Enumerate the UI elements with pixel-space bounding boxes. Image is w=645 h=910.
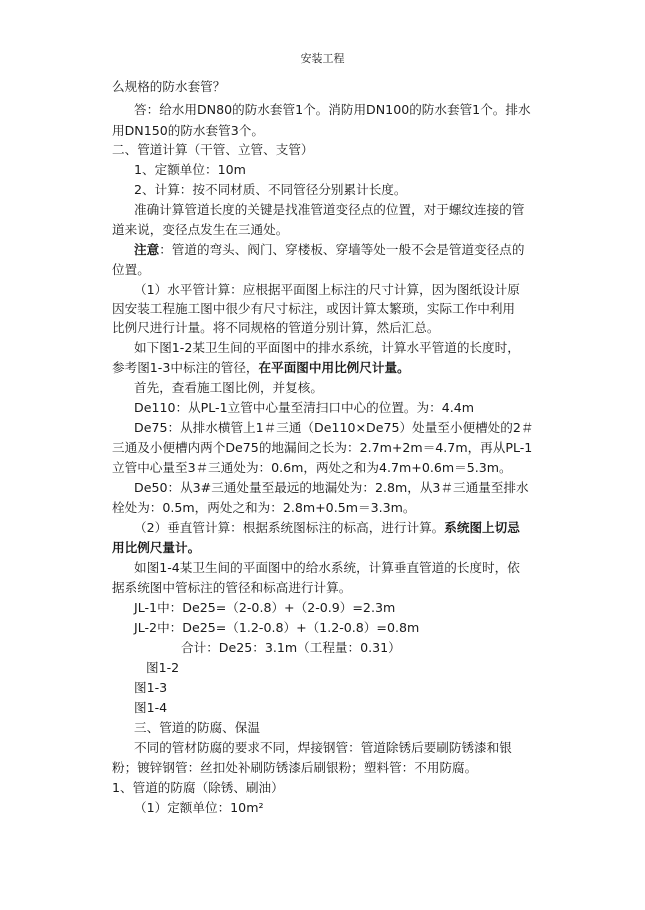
text-line: [112, 459, 512, 477]
text-line: [134, 161, 246, 179]
text-run: （2）垂直管计算：根据系统图标注的标高，进行计算。: [134, 520, 445, 535]
text-line: [134, 679, 167, 697]
text-line: [181, 639, 401, 657]
text-run: 如图1-4某卫生间的平面图中的给水系统，计算垂直管道的长度时，依: [134, 560, 520, 575]
text-line: [134, 339, 520, 357]
text-line: [134, 599, 395, 617]
bold-text: 注意: [134, 242, 160, 257]
bold-text: 用比例尺量计。: [112, 540, 201, 555]
text-line: [134, 181, 406, 199]
text-run: 合计：De25：3.1m（工程量：0.31）: [181, 640, 401, 655]
text-line: [112, 539, 200, 557]
text-run: 因安装工程施工图中很少有尺寸标注，或因计算太繁琐，实际工作中利用: [112, 301, 515, 316]
text-run: （1）水平管计算：应根据平面图上标注的尺寸计算，因为图纸设计原: [134, 282, 520, 297]
text-run: 三、管道的防腐、保温: [134, 720, 260, 735]
text-run: JL-1中：De25=（2-0.8）+（2-0.9）=2.3m: [134, 600, 396, 615]
text-run: 不同的管材防腐的要求不同，焊接钢管：管道除锈后要刷防锈漆和银: [134, 740, 512, 755]
text-line: [112, 319, 439, 337]
text-run: 么规格的防水套管？: [112, 79, 226, 94]
text-line: [112, 122, 264, 140]
text-run: 答：给水用DN80的防水套管1个。消防用DN100的防水套管1个。排水: [134, 102, 531, 117]
text-run: 1、定额单位：10m: [134, 162, 246, 177]
text-run: 粉；镀锌钢管：丝扣处补刷防锈漆后刷银粉；塑料管：不用防腐。: [112, 760, 478, 775]
text-run: 道来说，变径点发生在三通处。: [112, 222, 289, 237]
text-line: [112, 779, 284, 797]
text-run: （1）定额单位：10m²: [134, 800, 264, 815]
text-line: [134, 101, 531, 119]
text-line: [134, 399, 474, 417]
text-line: [112, 439, 532, 457]
page-header: 安装工程: [300, 52, 345, 65]
text-run: 三通及小便槽内两个De75的地漏间之长为：2.7m+2m＝4.7m，再从PL-1: [112, 440, 533, 455]
bold-text: 系统图上切忌: [444, 520, 520, 535]
text-line: [146, 659, 179, 677]
text-line: [134, 281, 520, 299]
text-run: 二、管道计算（干管、立管、支管）: [112, 142, 314, 157]
text-run: 栓处为：0.5m，两处之和为：2.8m+0.5m＝3.3m。: [112, 500, 416, 515]
text-line: [112, 78, 225, 96]
text-line: [134, 559, 520, 577]
text-line: [112, 221, 288, 239]
text-run: 1、管道的防腐（除锈、刷油）: [112, 780, 284, 795]
text-line: [134, 201, 524, 219]
text-line: [134, 739, 512, 757]
text-run: ：管道的弯头、阀门、穿楼板、穿墙等处一般不会是管道变径点的: [159, 242, 525, 257]
text-run: 首先，查看施工图比例，并复核。: [134, 380, 323, 395]
text-line: [112, 499, 415, 517]
text-line: [134, 479, 529, 497]
text-line: [112, 759, 477, 777]
bold-text: 在平面图中用比例尺计量。: [258, 360, 410, 375]
text-run: 如下图1-2某卫生间的平面图中的排水系统，计算水平管道的长度时，: [134, 340, 520, 355]
text-run: 参考图1-3中标注的管径，: [112, 360, 259, 375]
text-line: [112, 141, 314, 159]
text-run: 比例尺进行计量。将不同规格的管道分别计算，然后汇总。: [112, 320, 440, 335]
text-line: [134, 719, 260, 737]
text-run: 位置。: [112, 262, 150, 277]
text-line: [112, 579, 351, 597]
text-line: [134, 799, 264, 817]
text-line: [112, 300, 515, 318]
text-line: [134, 419, 533, 437]
text-run: 2、计算：按不同材质、不同管径分别累计长度。: [134, 182, 407, 197]
text-run: 立管中心量至3＃三通处为：0.6m，两处之和为4.7m+0.6m＝5.3m。: [112, 460, 512, 475]
text-line: [134, 519, 520, 537]
text-line: [134, 379, 323, 397]
text-line: [112, 261, 150, 279]
text-run: 图1-4: [134, 700, 168, 715]
text-run: 用DN150的防水套管3个。: [112, 123, 264, 138]
text-run: 图1-2: [146, 660, 180, 675]
text-line: [134, 619, 419, 637]
text-run: 图1-3: [134, 680, 168, 695]
text-run: De110：从PL-1立管中心量至清扫口中心的位置。为：4.4m: [134, 400, 475, 415]
text-run: 准确计算管道长度的关键是找准管道变径点的位置，对于螺纹连接的管: [134, 202, 525, 217]
text-run: De50：从3#三通处量至最远的地漏处为：2.8m，从3＃三通量至排水: [134, 480, 529, 495]
text-run: JL-2中：De25=（1.2-0.8）+（1.2-0.8）=0.8m: [134, 620, 420, 635]
text-line: [112, 359, 410, 377]
text-line: [134, 699, 167, 717]
text-run: De75：从排水横管上1＃三通（De110×De75）处量至小便槽处的2＃: [134, 420, 534, 435]
text-run: 据系统图中管标注的管径和标高进行计算。: [112, 580, 352, 595]
text-line: [134, 241, 524, 259]
